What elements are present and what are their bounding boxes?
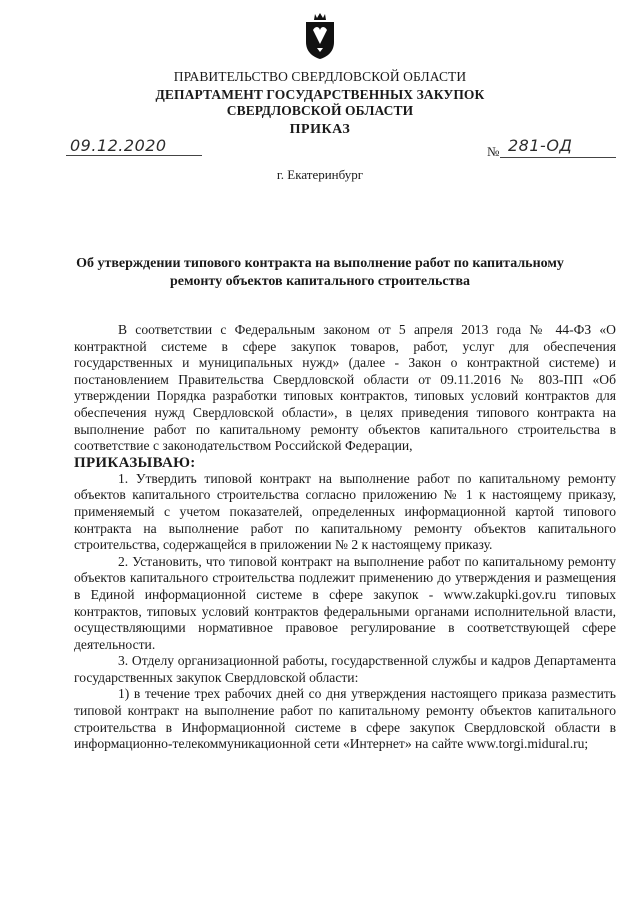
order-word: ПРИКАЗЫВАЮ:	[74, 454, 196, 471]
government-name: ПРАВИТЕЛЬСТВО СВЕРДЛОВСКОЙ ОБЛАСТИ	[173, 69, 467, 84]
date-underline	[66, 155, 202, 156]
department-name-line2: СВЕРДЛОВСКОЙ ОБЛАСТИ	[226, 103, 414, 118]
document-body	[74, 322, 616, 753]
order-date: 09.12.2020	[70, 136, 167, 155]
coat-of-arms-icon	[303, 12, 337, 60]
order-number: 281-ОД	[508, 136, 573, 155]
order-number-label: №	[487, 144, 500, 159]
order-item-2: 2. Установить, что типовой контракт на выполнение работ по капитальному ремонту объектов капитального строительства подлежит применению до утверждения и размещения в Единой информационной системе в сфере закупок - www.zakupki.gov.ru типовых контрактов, типовых условий контрактов федеральными органами исполнительной власти, осуществляющими нормативное правовое регулирование в соответствующей сфере деятельности.	[74, 553, 616, 652]
subject-line2: ремонту объектов капитального строительства	[169, 274, 471, 289]
preamble-paragraph: В соответствии с Федеральным законом от 5 апреля 2013 года № 44-ФЗ «О контрактной системе в сфере закупок товаров, работ, услуг для обеспечения государственных и муниципальных нужд» (далее - Закон о контрактной системе) и постановлением Правительства Свердловской области от 09.11.2016 № 803-ПП «Об утверждении Порядка разработки типовых контрактов, типовых условий контрактов для обеспечения нужд Свердловской области», в целях приведения типового контракта на выполнение работ по капитальному ремонту объектов капитального строительства в соответствие с законодательством Российской Федерации,	[74, 322, 616, 454]
document-type-title: ПРИКАЗ	[289, 122, 351, 137]
number-underline	[500, 157, 616, 158]
order-item-1: 1. Утвердить типовой контракт на выполнение работ по капитальному ремонту объектов капитального строительства согласно приложению № 1 к настоящему приказу, применяемый с учетом показателей, определенных информационной картой типового контракта на выполнение работ по капитальному ремонту объектов капитального строительства, содержащейся в приложении № 2 к настоящему приказу.	[74, 470, 616, 553]
subject-line1: Об утверждении типового контракта на выполнение работ по капитальному	[76, 256, 564, 271]
order-item-3-1: 1) в течение трех рабочих дней со дня утверждения настоящего приказа разместить типовой контракт на выполнение работ по капитальному ремонту объектов капитального строительства в Информационной системе в сфере закупок Свердловской области в информационно-телекоммуникационной сети «Интернет» на сайте www.torgi.midural.ru;	[74, 686, 616, 752]
city: г. Екатеринбург	[276, 167, 364, 182]
department-name-line1: ДЕПАРТАМЕНТ ГОСУДАРСТВЕННЫХ ЗАКУПОК	[155, 87, 485, 102]
order-item-3: 3. Отделу организационной работы, государственной службы и кадров Департамента государственных закупок Свердловской области:	[74, 653, 616, 685]
